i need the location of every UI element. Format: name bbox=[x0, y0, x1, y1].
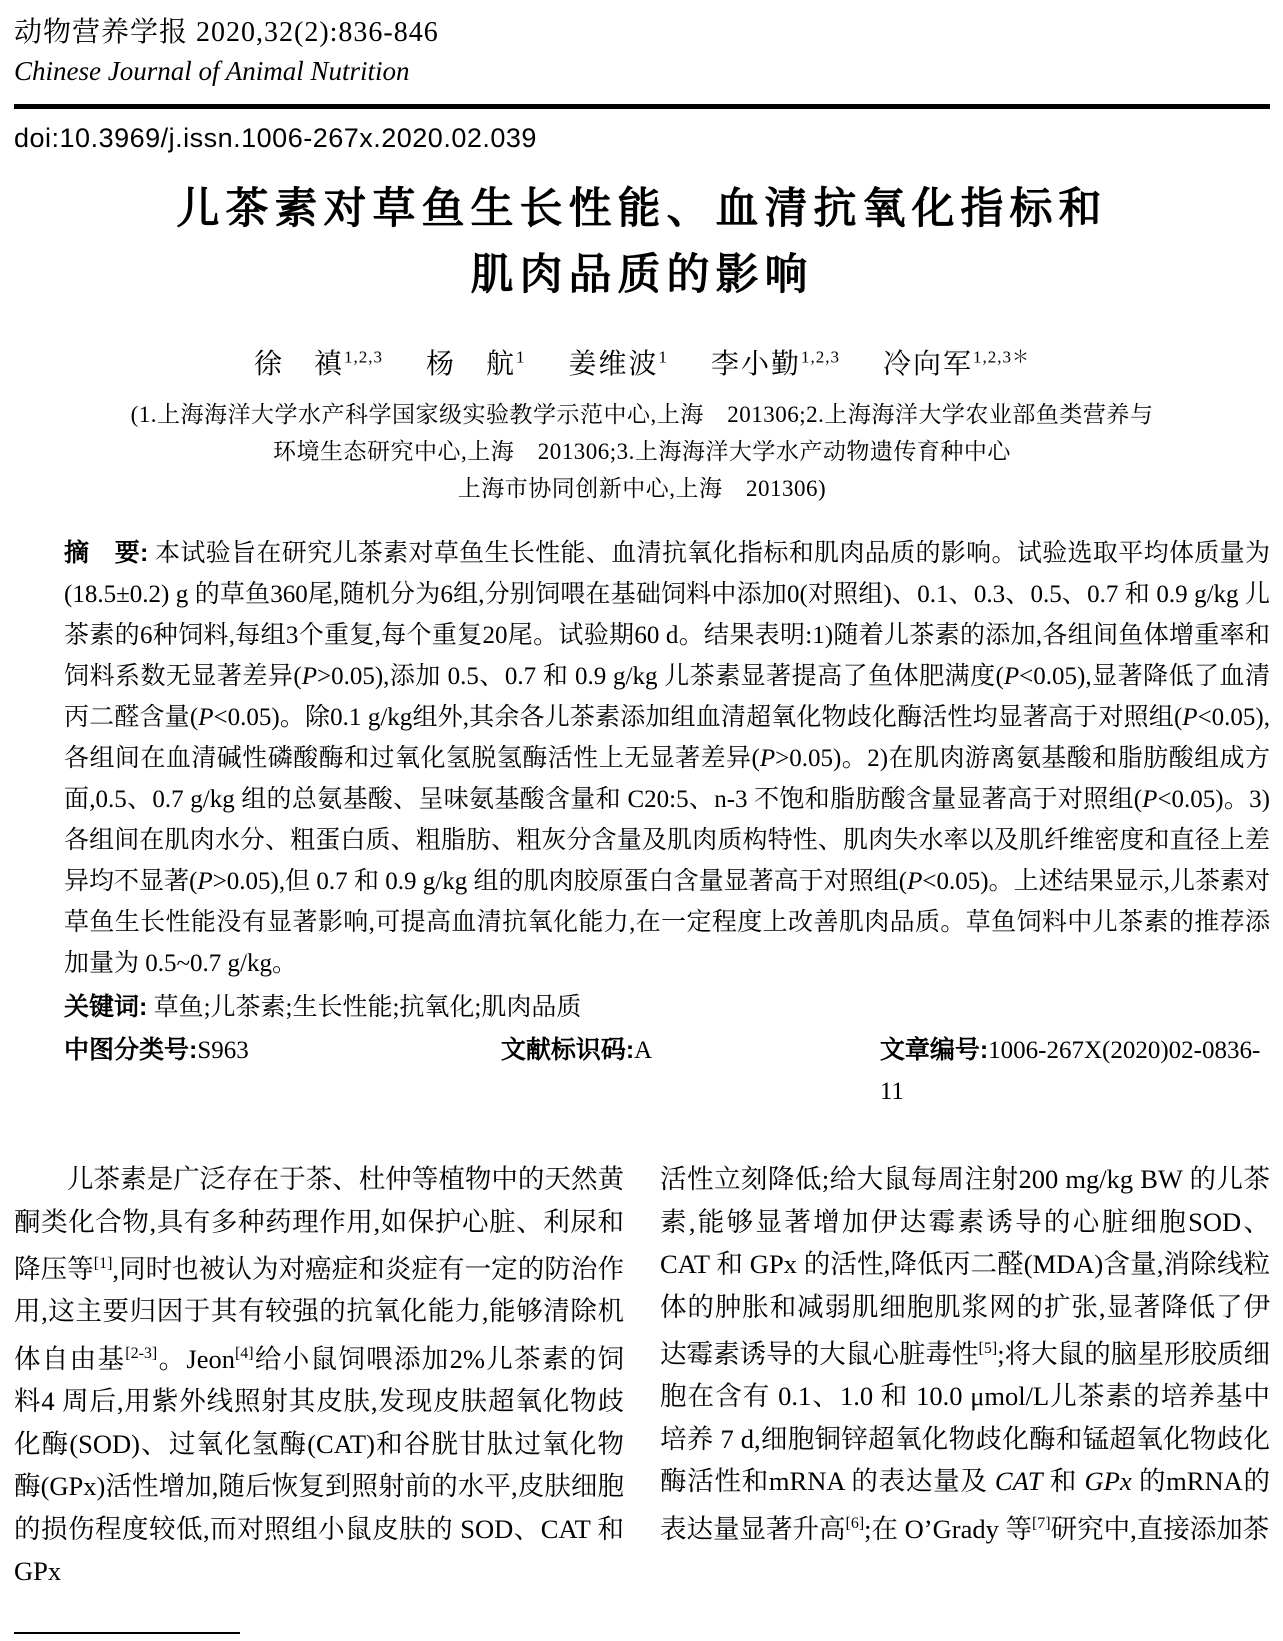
keywords-line bbox=[64, 987, 1270, 1028]
affiliation-line: 上海市协同创新中心,上海 201306) bbox=[457, 476, 827, 501]
abstract-paragraph bbox=[64, 533, 1270, 984]
abstract-text: 本试验旨在研究儿茶素对草鱼生长性能、血清抗氧化指标和肌肉品质的影响。试验选取平均体质量为(18.5±0.2) g 的草鱼360尾,随机分为6组,分别饲喂在基础饲料中添加0(对照组)、0.1、0.3、0.5、0.7 和 0.9 g/kg 儿茶素的6种饲料,每组3个重复,每个重复20尾。试验期60 d。结果表明:1)随着儿茶素的添加,各组间鱼体增重率和饲料系数无显著差异(P>0.05),添加 0.5、0.7 和 0.9 g/kg 儿茶素显著提高了鱼体肥满度(P<0.05),显著降低了血清丙二醛含量(P<0.05)。除0.1 g/kg组外,其余各儿茶素添加组血清超氧化物歧化酶活性均显著高于对照组(P<0.05),各组间在血清碱性磷酸酶和过氧化氢脱氢酶活性上无显著差异(P>0.05)。2)在肌肉游离氨基酸和脂肪酸组成方面,0.5、0.7 g/kg 组的总氨基酸、呈味氨基酸含量和 C20:5、n-3 不饱和脂肪酸含量显著高于对照组(P<0.05)。3)各组间在肌肉水分、粗蛋白质、粗脂肪、粗灰分含量及肌肉质构特性、肌肉失水率以及肌纤维密度和直径上差异均不显著(P>0.05),但 0.7 和 0.9 g/kg 组的肌肉胶原蛋白含量显著高于对照组(P<0.05)。上述结果显示,儿茶素对草鱼生长性能没有显著影响,可提高血清抗氧化能力,在一定程度上改善肌肉品质。草鱼饲料中儿茶素的推荐添加量为 0.5~0.7 g/kg。 bbox=[64, 540, 1271, 977]
article-id bbox=[880, 1030, 1270, 1112]
document-code bbox=[501, 1030, 880, 1112]
author-list bbox=[14, 342, 1270, 382]
affiliations bbox=[14, 396, 1270, 507]
author: 徐 禛$^{1,2,3}$ bbox=[253, 347, 383, 380]
clc-value: S963 bbox=[197, 1037, 249, 1064]
author-corresponding: 冷向军$^{1,2,3*}$ bbox=[883, 347, 1031, 380]
body-right-column bbox=[660, 1158, 1270, 1593]
author-affiliation-superscript: 1 bbox=[658, 347, 668, 367]
abstract-label: 摘 要: bbox=[64, 539, 149, 567]
doi-line: doi:10.3969/j.issn.1006-267x.2020.02.039 bbox=[14, 123, 537, 153]
journal-name-chinese: 动物营养学报 2020,32(2):836-846 bbox=[14, 17, 439, 48]
footnote-divider-rule bbox=[14, 1632, 240, 1634]
author: 李小勤$^{1,2,3}$ bbox=[711, 347, 841, 380]
document-code-value: A bbox=[634, 1037, 653, 1064]
paper-title bbox=[14, 176, 1270, 308]
author-affiliation-superscript: 1,2,3＊ bbox=[973, 347, 1031, 367]
affiliation-line: (1.上海海洋大学水产科学国家级实验教学示范中心,上海 201306;2.上海海洋大学农业部鱼类营养与 bbox=[130, 402, 1154, 427]
clc-number bbox=[64, 1030, 501, 1112]
intro-paragraph-right: 活性立刻降低;给大鼠每周注射200 mg/kg BW 的儿茶素,能够显著增加伊达霉素诱导的心脏细胞SOD、CAT 和 GPx 的活性,降低丙二醛(MDA)含量,消除线粒体的肿胀和减弱肌细胞肌浆网的扩张,显著降低了伊达霉素诱导的大鼠心脏毒性[5];将大鼠的脑星形胶质细胞在含有 0.1、1.0 和 10.0 μmol/L儿茶素的培养基中培养 7 d,细胞铜锌超氧化物歧化酶和锰超氧化物歧化酶活性和mRNA 的表达量及 CAT 和 GPx 的mRNA的表达量显著升高[6];在 O’Grady 等[7]研究中,直接添加茶 bbox=[660, 1164, 1270, 1544]
keywords-label: 关键词: bbox=[64, 993, 148, 1021]
document-code-label: 文献标识码: bbox=[500, 1036, 635, 1064]
author-affiliation-superscript: 1,2,3 bbox=[801, 347, 841, 367]
header-divider-rule bbox=[14, 104, 1270, 109]
paper-title-line1: 儿茶素对草鱼生长性能、血清抗氧化指标和 bbox=[176, 185, 1108, 233]
article-id-label: 文章编号: bbox=[879, 1036, 989, 1064]
article-id-value: 1006-267X(2020)02-0836-11 bbox=[879, 1037, 1261, 1105]
author-affiliation-superscript: 1 bbox=[515, 347, 526, 367]
author: 杨 航$^1$ bbox=[425, 347, 526, 380]
author: 姜维波$^1$ bbox=[568, 347, 668, 380]
body-two-columns bbox=[14, 1158, 1270, 1593]
journal-name-english: Chinese Journal of Animal Nutrition bbox=[14, 56, 410, 86]
classification-line bbox=[64, 1030, 1270, 1112]
affiliation-line: 环境生态研究中心,上海 201306;3.上海海洋大学水产动物遗传育种中心 bbox=[273, 439, 1011, 464]
author-affiliation-superscript: 1,2,3 bbox=[343, 347, 383, 367]
clc-label: 中图分类号: bbox=[64, 1036, 198, 1064]
paper-title-line2: 肌肉品质的影响 bbox=[470, 251, 814, 299]
body-left-column bbox=[14, 1158, 624, 1593]
intro-paragraph-left: 儿茶素是广泛存在于茶、杜仲等植物中的天然黄酮类化合物,具有多种药理作用,如保护心脏、利尿和降压等[1],同时也被认为对癌症和炎症有一定的防治作用,这主要归因于其有较强的抗氧化能力,能够清除机体自由基[2-3]。Jeon[4]给小鼠饲喂添加2%儿茶素的饲料4 周后,用紫外线照射其皮肤,发现皮肤超氧化物歧化酶(SOD)、过氧化氢酶(CAT)和谷胱甘肽过氧化物酶(GPx)活性增加,随后恢复到照射前的水平,皮肤细胞的损伤程度较低,而对照组小鼠皮肤的 SOD、CAT 和 GPx bbox=[14, 1164, 625, 1587]
keywords-text: 草鱼;儿茶素;生长性能;抗氧化;肌肉品质 bbox=[147, 994, 582, 1021]
